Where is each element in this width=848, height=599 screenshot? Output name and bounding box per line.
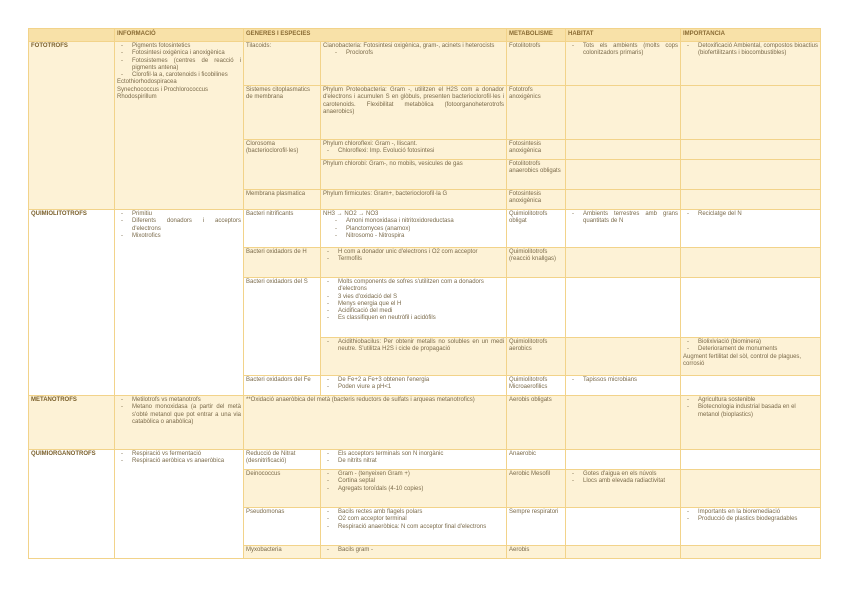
metabolisme-cell: Fotolitotrofs <box>507 42 566 86</box>
metabolisme-cell: Anaerobic <box>507 450 566 470</box>
importancia-cell <box>681 396 821 450</box>
list-item: - Mixotrofics <box>126 233 241 240</box>
genere-cell: Sistemes citoplasmatics de membrana <box>244 86 321 140</box>
category-fototrofs: FOTOTROFS <box>29 42 115 210</box>
importancia-extra: Augment fertilitat del sòl, control de plagues, corrosió <box>683 353 802 367</box>
genere-cell: Pseudomonas <box>244 508 321 546</box>
especie-cell <box>321 546 507 559</box>
habitat-cell <box>566 450 681 470</box>
list-item: - Gotes d'aigua en els núvols <box>577 471 678 478</box>
table-row <box>29 42 821 86</box>
metabolisme-cell: Fotolitotrofs anaerobics obligats <box>507 160 566 190</box>
list-item: - Acidificació del medi <box>332 308 504 315</box>
importancia-cell <box>681 338 821 376</box>
importancia-cell <box>681 546 821 559</box>
habitat-cell <box>566 160 681 190</box>
habitat-cell <box>566 376 681 396</box>
importancia-cell <box>681 210 821 248</box>
especie-cell <box>321 470 507 508</box>
importancia-cell <box>681 190 821 210</box>
especie-cell: Phylum Proteobacteria: Gram -, utilitzen el H2S com a donador d'electrons i acumulen S en glòbuls, presenten bacterioclorofil·les i carotenoids. Flexibilitat metabòlica (fotoorganoheterotrofs anaerobics) <box>321 86 507 140</box>
list-item: - Agregats toroïdals (4-10 copies) <box>332 486 504 493</box>
metabolisme-cell: Sempre respiratori <box>507 508 566 546</box>
list-item: - Tots els ambients (molts cops colonitzadors primaris) <box>577 43 678 58</box>
habitat-cell <box>566 470 681 508</box>
especie-cell: **Oxidació anaeròbica del metà (bacteris reductors de sulfats i arqueas metanotrofics) <box>244 396 507 450</box>
list-item: - Deteriorament de monuments <box>692 346 818 353</box>
list-item: - Acidithiobacilus: Per obtenir metalls no solubles en un medi neutre. S'utilitza H2S i cicle de propagació <box>332 339 504 354</box>
metabolisme-cell: Quimiolitotrofs aerobics <box>507 338 566 376</box>
list-item: - Metano monoxidasa (a partir del metà s'obté metanol que pot entrar a una via catabòlica o anabòlica) <box>126 404 241 426</box>
info-quimiolitotrofs <box>115 210 244 396</box>
list-item: - O2 com acceptor terminal <box>332 516 504 523</box>
especie-cell <box>321 376 507 396</box>
list-item: - Clorofil·la a, carotenoids i ficobilines <box>126 72 241 79</box>
genere-cell: Deinococcus <box>244 470 321 508</box>
especie-title: Phylum chloroflexi: Gram -, lliscant. <box>323 141 418 147</box>
habitat-cell <box>566 210 681 248</box>
info-extra: Synechococcus i Prochlorococcus <box>117 86 209 93</box>
importancia-cell <box>681 470 821 508</box>
bacteria-classification-table <box>28 28 821 559</box>
list-item: - Metilotrofs vs metanotrofs <box>126 397 241 404</box>
list-item: - Ambients terrestres amb grans quantitats de N <box>577 211 678 226</box>
metabolisme-cell: Aerobis obligats <box>507 396 566 450</box>
genere-cell: Membrana plasmatica <box>244 190 321 210</box>
list-item: - Respiració aeròbica vs anaeròbica <box>126 458 241 465</box>
table-row <box>29 396 821 450</box>
list-item: - Bacils rectes amb flagels polars <box>332 509 504 516</box>
metabolisme-cell: Quimiolitotrofs (reacció knallgas) <box>507 248 566 278</box>
habitat-cell <box>566 140 681 160</box>
list-item: - Respiració anaeròbica: N com acceptor final d'electrons <box>332 524 504 531</box>
info-quimiorganotrofs <box>115 450 244 559</box>
especie-cell: Phylum chlorobi: Gram-, no mobils, vesicules de gas <box>321 160 507 190</box>
list-item: - Tapissos microbians <box>577 377 678 384</box>
list-item: - Respiració vs fermentació <box>126 451 241 458</box>
list-item: - Es classifiquen en neutròfil i acidòfils <box>332 315 504 322</box>
importancia-cell <box>681 86 821 140</box>
list-item: - Planctomyces (anamox) <box>340 226 504 233</box>
list-item: - Nitrosomo - Nitrospira <box>340 233 504 240</box>
list-item: - Els acceptors terminals son N inorgànic <box>332 451 504 458</box>
especie-cell: Phylum firmicutes: Gram+, bacterioclorofil·la G <box>321 190 507 210</box>
genere-cell: Bacteri oxidadors del S <box>244 278 321 376</box>
metabolisme-cell: Fotosintesis anoxigènica <box>507 140 566 160</box>
metabolisme-cell: Aerobis <box>507 546 566 559</box>
list-item: - Agricultura sostenible <box>692 397 818 404</box>
list-item: - Biolixiviació (biominera) <box>692 339 818 346</box>
especie-cell <box>321 450 507 470</box>
importancia-cell <box>681 160 821 190</box>
header-habitat: HABITAT <box>566 29 681 42</box>
importancia-cell <box>681 42 821 86</box>
list-item: - Detoxificació Ambiental, compostos bioactius (biofertilitzants i biocombustibles) <box>692 43 818 58</box>
genere-cell: Bacteri oxidadors de H <box>244 248 321 278</box>
header-importancia: IMPORTANCIA <box>681 29 821 42</box>
list-item: - Menys energia que el H <box>332 301 504 308</box>
habitat-cell <box>566 396 681 450</box>
metabolisme-cell: Fototrofs anoxigènics <box>507 86 566 140</box>
category-metanotrofs: METANOTROFS <box>29 396 115 450</box>
genere-cell: Reducció de Nitrat (desnitrificació) <box>244 450 321 470</box>
header-informacio: INFORMACIÓ <box>115 29 244 42</box>
especie-title: NH3 → NO2 → NO3 <box>323 211 379 217</box>
category-quimiorganotrofs: QUIMIORGANOTROFS <box>29 450 115 559</box>
importancia-cell <box>681 450 821 470</box>
genere-cell: Tilacoids: <box>244 42 321 86</box>
table-row <box>29 450 821 470</box>
info-extra: Ectothiorhodospiracea <box>117 79 177 86</box>
list-item: - Amoni monoxidasa i nitritoxidoreductasa <box>340 218 504 225</box>
header-row <box>29 29 821 42</box>
metabolisme-cell <box>507 278 566 338</box>
list-item: - Termofils <box>332 256 504 263</box>
list-item: - Proclorofs <box>340 50 504 57</box>
list-item: - Poden viure a pH<1 <box>332 384 504 391</box>
list-item: - Llocs amb elevada radiactivitat <box>577 478 678 485</box>
importancia-cell <box>681 508 821 546</box>
genere-cell: Myxobacteria <box>244 546 321 559</box>
especie-cell <box>321 338 507 376</box>
metabolisme-cell: Quimiolitotrofs obligat <box>507 210 566 248</box>
habitat-cell <box>566 338 681 376</box>
table-row <box>29 210 821 248</box>
classification-table-container <box>28 28 820 559</box>
importancia-cell <box>681 376 821 396</box>
habitat-cell <box>566 42 681 86</box>
habitat-cell <box>566 546 681 559</box>
list-item: - H com a donador unic d'electrons i O2 com acceptor <box>332 249 504 256</box>
header-metabolisme: METABOLISME <box>507 29 566 42</box>
category-quimiolitotrofs: QUIMIOLITOTROFS <box>29 210 115 396</box>
habitat-cell <box>566 248 681 278</box>
info-metanotrofs <box>115 396 244 450</box>
metabolisme-cell: Aerobic Mesofil <box>507 470 566 508</box>
importancia-cell <box>681 278 821 338</box>
genere-cell: Bacteri oxidadors del Fe <box>244 376 321 396</box>
especie-cell <box>321 248 507 278</box>
list-item: - Reciclatge del N <box>692 211 818 218</box>
especie-cell <box>321 278 507 338</box>
list-item: - Molts components de sofres s'utilitzen com a donadors d'electrons <box>332 279 504 294</box>
metabolisme-cell: Fotosintesis anoxigènica <box>507 190 566 210</box>
habitat-cell <box>566 190 681 210</box>
especie-cell <box>321 140 507 160</box>
especie-cell <box>321 508 507 546</box>
info-extra: Rhodospirillum <box>117 94 157 101</box>
list-item: - Biotecnologia industrial basada en el metanol (bioplastics) <box>692 404 818 419</box>
importancia-cell <box>681 140 821 160</box>
list-item: - Diferents donadors i acceptors d'electrons <box>126 218 241 233</box>
list-item: - Pigments fotosintetics <box>126 43 241 50</box>
header-blank <box>29 29 115 42</box>
list-item: - Bacils gram - <box>332 547 504 554</box>
list-item: - Gram - (tenyeixen Gram +) <box>332 471 504 478</box>
metabolisme-cell: Quimiolitotrofs Microaerofilics <box>507 376 566 396</box>
list-item: - Fotosistemes (centres de reacció i pigments antena) <box>126 58 241 73</box>
list-item: - 3 vies d'oxidació del S <box>332 294 504 301</box>
especie-title: Cianobacteria: Fotosintesi oxigènica, gram-, acinets i heterocists <box>323 43 495 49</box>
list-item: - Importants en la bioremediació <box>692 509 818 516</box>
list-item: - De nitrits nitrat <box>332 458 504 465</box>
genere-cell: Clorosoma (bacterioclorofil·les) <box>244 140 321 190</box>
especie-cell <box>321 42 507 86</box>
habitat-cell <box>566 278 681 338</box>
list-item: - Producció de plastics biodegradables <box>692 516 818 523</box>
list-item: - Primitiu <box>126 211 241 218</box>
habitat-cell <box>566 86 681 140</box>
list-item: - Cortina septal <box>332 478 504 485</box>
info-fototrofs <box>115 42 244 210</box>
list-item: - Fotosintesi oxigènica i anoxigènica <box>126 50 241 57</box>
header-generes: GENERES I ESPECIES <box>244 29 507 42</box>
importancia-cell <box>681 248 821 278</box>
genere-cell: Bacteri nitrificants <box>244 210 321 248</box>
list-item: - De Fe+2 a Fe+3 obtenen l'energia <box>332 377 504 384</box>
especie-cell <box>321 210 507 248</box>
list-item: - Chloroflexi: Imp. Evolució fotosintesi <box>332 148 504 155</box>
habitat-cell <box>566 508 681 546</box>
